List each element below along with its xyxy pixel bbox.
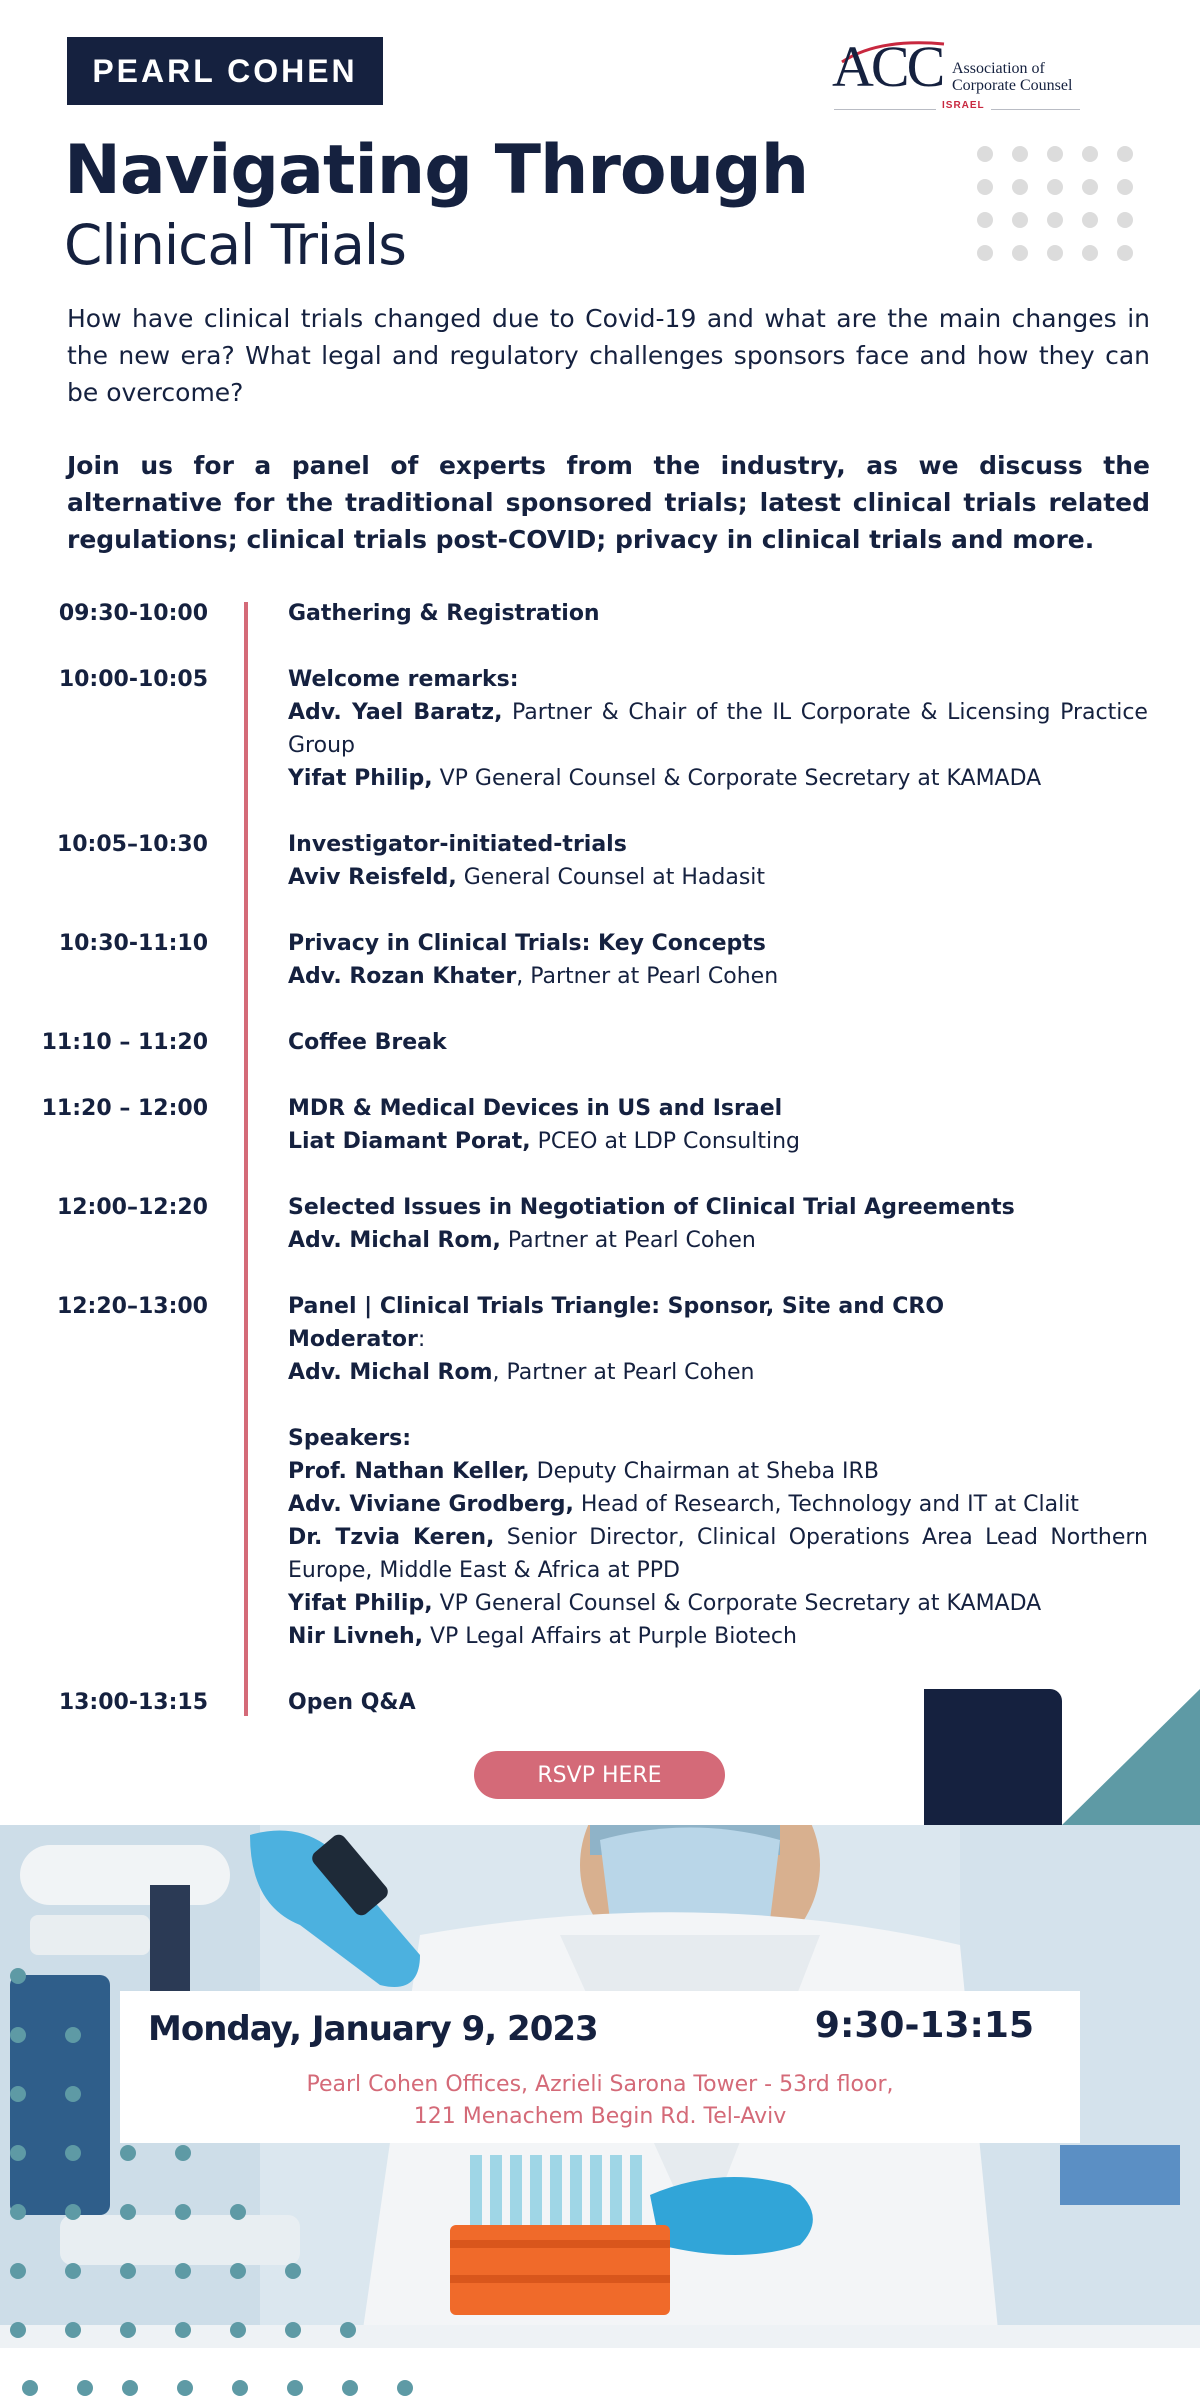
agenda-time: 10:30-11:10 — [58, 931, 208, 956]
speaker-name: Yifat Philip, — [288, 766, 433, 791]
agenda-item-title: Selected Issues in Negotiation of Clinical Trial Agreements — [288, 1195, 1015, 1220]
speaker-line — [288, 696, 1148, 762]
speaker-name: Dr. Tzvia Keren, — [288, 1525, 495, 1550]
speaker-role: Deputy Chairman at Sheba IRB — [529, 1459, 879, 1484]
moderator-colon: : — [417, 1327, 426, 1352]
agenda-item-title: Open Q&A — [288, 1690, 416, 1715]
speaker-role: General Counsel at Hadasit — [456, 865, 766, 890]
decorative-dot-grid — [977, 146, 1152, 276]
speaker-line — [288, 1587, 1148, 1620]
speaker-name: Adv. Michal Rom — [288, 1360, 493, 1385]
decorative-dot — [977, 245, 993, 261]
moderator-heading — [288, 1323, 1148, 1356]
speaker-role: Senior Director, Clinical Operations Area Lead Northern Europe, Middle East & Africa at PPD — [288, 1525, 1149, 1583]
decorative-dot — [230, 2204, 246, 2220]
agenda-item — [288, 597, 1148, 630]
speaker-name: Yifat Philip, — [288, 1591, 433, 1616]
speaker-line — [288, 861, 1148, 894]
decorative-dot — [10, 2263, 26, 2279]
speaker-line — [288, 1521, 1148, 1587]
decorative-dot — [120, 2204, 136, 2220]
decorative-dot — [977, 146, 993, 162]
agenda-item — [288, 927, 1148, 993]
acc-logo-line1: Association of — [952, 60, 1045, 77]
speaker-name: Liat Diamant Porat, — [288, 1129, 531, 1154]
decorative-dot — [977, 212, 993, 228]
speaker-line — [288, 762, 1148, 795]
agenda-time: 09:30-10:00 — [58, 601, 208, 626]
decorative-dot — [1117, 179, 1133, 195]
decorative-dot — [1047, 146, 1063, 162]
moderator-label: Moderator — [288, 1327, 418, 1352]
decorative-dot — [10, 2027, 26, 2043]
event-date: Monday, January 9, 2023 — [148, 2009, 598, 2049]
speaker-role: VP Legal Affairs at Purple Biotech — [422, 1624, 797, 1649]
decorative-dot — [230, 2322, 246, 2338]
decorative-dot — [1117, 245, 1133, 261]
decorative-dot — [120, 2263, 136, 2279]
event-venue — [120, 2069, 1080, 2133]
speaker-name: Adv. Rozan Khater — [288, 964, 517, 989]
decorative-dot — [175, 2322, 191, 2338]
agenda-item — [288, 1026, 1148, 1059]
speaker-role: Head of Research, Technology and IT at Clalit — [573, 1492, 1079, 1517]
page-title: Navigating Through — [64, 131, 809, 210]
agenda-item — [288, 1290, 1148, 1653]
agenda-timeline-rule — [244, 602, 248, 1716]
speakers-label: Speakers: — [288, 1426, 412, 1451]
acc-logo-letters: ACC — [832, 34, 943, 99]
decorative-dot — [285, 2263, 301, 2279]
agenda-item-title: Coffee Break — [288, 1030, 447, 1055]
event-time: 9:30-13:15 — [814, 2005, 1034, 2046]
decorative-dot — [175, 2263, 191, 2279]
agenda-item-title: MDR & Medical Devices in US and Israel — [288, 1096, 783, 1121]
agenda-time: 13:00-13:15 — [58, 1690, 208, 1715]
speaker-line — [288, 1455, 1148, 1488]
agenda-item-title: Privacy in Clinical Trials: Key Concepts — [288, 931, 766, 956]
speaker-role: PCEO at LDP Consulting — [530, 1129, 800, 1154]
speaker-line — [288, 1488, 1148, 1521]
pearl-cohen-logo: PEARL COHEN — [67, 37, 383, 105]
decorative-dot — [230, 2263, 246, 2279]
decorative-dot — [65, 2204, 81, 2220]
decorative-dot — [175, 2145, 191, 2161]
speaker-name: Adv. Michal Rom, — [288, 1228, 501, 1253]
intro-paragraph: How have clinical trials changed due to Covid-19 and what are the main changes in the new era? What legal and regulatory challenges sponsors face and how they can be overcome? — [67, 304, 1150, 407]
decorative-dot — [175, 2204, 191, 2220]
decorative-dot — [1047, 212, 1063, 228]
decorative-dot — [1047, 179, 1063, 195]
decorative-dot — [10, 2204, 26, 2220]
speaker-line — [288, 1356, 1148, 1389]
decorative-dot — [10, 2322, 26, 2338]
acc-logo-text — [952, 60, 1072, 94]
decorative-dot — [65, 2322, 81, 2338]
agenda-time: 11:10 – 11:20 — [41, 1030, 208, 1055]
speaker-role: VP General Counsel & Corporate Secretary at KAMADA — [432, 766, 1042, 791]
speaker-name: Adv. Yael Baratz, — [288, 700, 503, 725]
acc-logo-country: ISRAEL — [936, 100, 991, 111]
event-venue-line2: 121 Menachem Begin Rd. Tel-Aviv — [413, 2104, 787, 2129]
decorative-dot — [1047, 245, 1063, 261]
decorative-dot — [10, 1968, 26, 1984]
agenda-item — [288, 828, 1148, 894]
decorative-dot — [1012, 179, 1028, 195]
speaker-role: Partner at Pearl Cohen — [500, 1228, 756, 1253]
acc-israel-logo — [832, 36, 1082, 116]
decorative-dot — [1082, 212, 1098, 228]
decorative-dot — [1012, 245, 1028, 261]
speaker-role: Partner & Chair of the IL Corporate & Licensing Practice Group — [288, 700, 1148, 758]
intro-bold-paragraph: Join us for a panel of experts from the industry, as we discuss the alternative for the traditional sponsored trials; latest clinical trials related regulations; clinical trials post-COVID; privacy in clinical trials and more. — [67, 451, 1150, 554]
decorative-dot — [120, 2145, 136, 2161]
agenda-time: 10:00-10:05 — [58, 667, 208, 692]
decorative-dot — [1082, 179, 1098, 195]
speaker-line — [288, 1620, 1148, 1653]
speaker-name: Aviv Reisfeld, — [288, 865, 457, 890]
decorative-dot — [1082, 146, 1098, 162]
decorative-dot — [65, 2263, 81, 2279]
decorative-dot — [1012, 212, 1028, 228]
decorative-dot — [285, 2322, 301, 2338]
decorative-dot — [65, 2027, 81, 2043]
speaker-name: Prof. Nathan Keller, — [288, 1459, 530, 1484]
agenda-time: 12:20–13:00 — [56, 1294, 208, 1319]
decorative-dot — [1012, 146, 1028, 162]
decorative-dot-row — [0, 2376, 460, 2400]
rsvp-button[interactable]: RSVP HERE — [474, 1751, 725, 1799]
acc-logo-line2: Corporate Counsel — [952, 77, 1073, 94]
speaker-role: VP General Counsel & Corporate Secretary at KAMADA — [432, 1591, 1042, 1616]
event-venue-line1: Pearl Cohen Offices, Azrieli Sarona Tower - 53rd floor, — [306, 2072, 894, 2097]
speaker-name: Nir Livneh, — [288, 1624, 423, 1649]
decorative-dot — [65, 2086, 81, 2102]
agenda-item-title: Investigator-initiated-trials — [288, 832, 627, 857]
speaker-role: , Partner at Pearl Cohen — [516, 964, 779, 989]
agenda-time: 11:20 – 12:00 — [41, 1096, 208, 1121]
speaker-role: , Partner at Pearl Cohen — [492, 1360, 755, 1385]
event-details-card — [120, 1991, 1080, 2143]
speaker-line — [288, 1224, 1148, 1257]
page-subtitle: Clinical Trials — [64, 213, 406, 277]
agenda-item-title: Gathering & Registration — [288, 601, 600, 626]
agenda-item-title: Welcome remarks: — [288, 667, 519, 692]
decorative-dot — [1117, 146, 1133, 162]
decorative-dot — [10, 2145, 26, 2161]
decorative-dot — [10, 2086, 26, 2102]
speaker-line — [288, 1125, 1148, 1158]
agenda-item-title: Panel | Clinical Trials Triangle: Sponsor, Site and CRO — [288, 1294, 945, 1319]
agenda-time: 10:05–10:30 — [56, 832, 208, 857]
decorative-dot — [977, 179, 993, 195]
decorative-dot — [120, 2322, 136, 2338]
speaker-name: Adv. Viviane Grodberg, — [288, 1492, 574, 1517]
speaker-line — [288, 960, 1148, 993]
decorative-dot — [1117, 212, 1133, 228]
decorative-dot — [340, 2322, 356, 2338]
agenda-item — [288, 1092, 1148, 1158]
decorative-dot — [1082, 245, 1098, 261]
agenda-item — [288, 663, 1148, 795]
agenda-item — [288, 1191, 1148, 1257]
decorative-dot — [65, 2145, 81, 2161]
agenda-time: 12:00–12:20 — [56, 1195, 208, 1220]
